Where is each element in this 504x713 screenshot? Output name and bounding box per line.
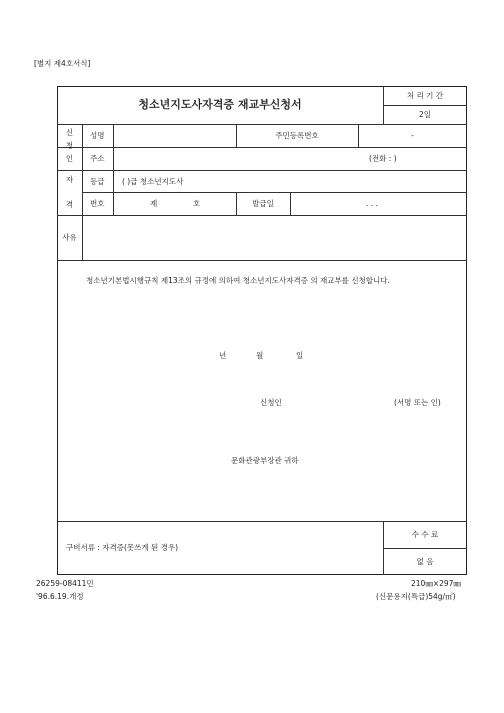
processing-label: 처 리 기 간	[406, 91, 444, 100]
number-prefix: 제	[150, 199, 158, 208]
qualification-section-label-1: 자	[65, 175, 74, 184]
required-documents: 구비서류 : 자격증(못쓰게 된 경우)	[66, 543, 179, 552]
issue-date-dots: . . .	[366, 199, 378, 208]
grade-label: 등급	[90, 177, 105, 186]
issue-date-label: 발급일	[252, 199, 274, 208]
rrn-label: 주민등록번호	[275, 131, 319, 140]
date-year: 년	[219, 351, 227, 360]
number-field[interactable]	[114, 193, 235, 214]
number-suffix: 호	[193, 199, 201, 208]
date-month: 월	[256, 351, 264, 360]
address-label: 주소	[90, 154, 105, 163]
row-line	[383, 548, 467, 549]
grade-text: ( )급 청소년지도사	[122, 177, 184, 186]
revision-date: '96.6.19.개정	[36, 592, 84, 601]
reason-field[interactable]	[83, 216, 466, 259]
number-label: 번호	[90, 199, 105, 208]
fee-label: 수 수 료	[411, 530, 439, 539]
applicant-sign-label: 신청인	[260, 398, 282, 407]
applicant-section-label-3: 인	[65, 154, 74, 163]
form-code: 26259-08411민	[36, 579, 94, 588]
phone-text: (전화 : )	[369, 154, 397, 163]
issue-date-field[interactable]	[291, 193, 466, 214]
form-label: [별지 제4호서식]	[34, 59, 91, 68]
statement-text: 청소년기본법시행규칙 제13조의 규정에 의하여 청소년지도사자격증 의 재교부를 신청합니다.	[86, 276, 390, 285]
name-field[interactable]	[114, 125, 235, 146]
rrn-dash: -	[411, 131, 414, 140]
paper-size: 210㎜×297㎜	[411, 579, 461, 588]
name-label: 성명	[90, 131, 105, 140]
row-line	[383, 105, 467, 106]
fee-value: 없 음	[416, 557, 434, 566]
sign-or-seal-text: (서명 또는 인)	[394, 398, 441, 407]
reason-label: 사유	[62, 233, 77, 242]
address-field[interactable]	[114, 148, 364, 169]
date-day: 일	[296, 351, 304, 360]
rrn-field[interactable]	[359, 125, 466, 146]
paper-spec: (신문용지(특급)54g/㎡)	[376, 592, 456, 601]
qualification-section-label-2: 격	[65, 200, 74, 209]
applicant-section-label-2: 청	[65, 141, 74, 150]
row-line	[57, 260, 467, 261]
processing-value: 2일	[418, 110, 432, 119]
applicant-section-label-1: 신	[65, 128, 74, 137]
grade-field[interactable]	[114, 171, 466, 192]
col-line	[383, 521, 384, 575]
row-line	[57, 521, 467, 522]
addressee: 문화관광부장관 귀하	[231, 456, 299, 465]
form-title: 청소년지도사자격증 재교부신청서	[138, 98, 302, 111]
